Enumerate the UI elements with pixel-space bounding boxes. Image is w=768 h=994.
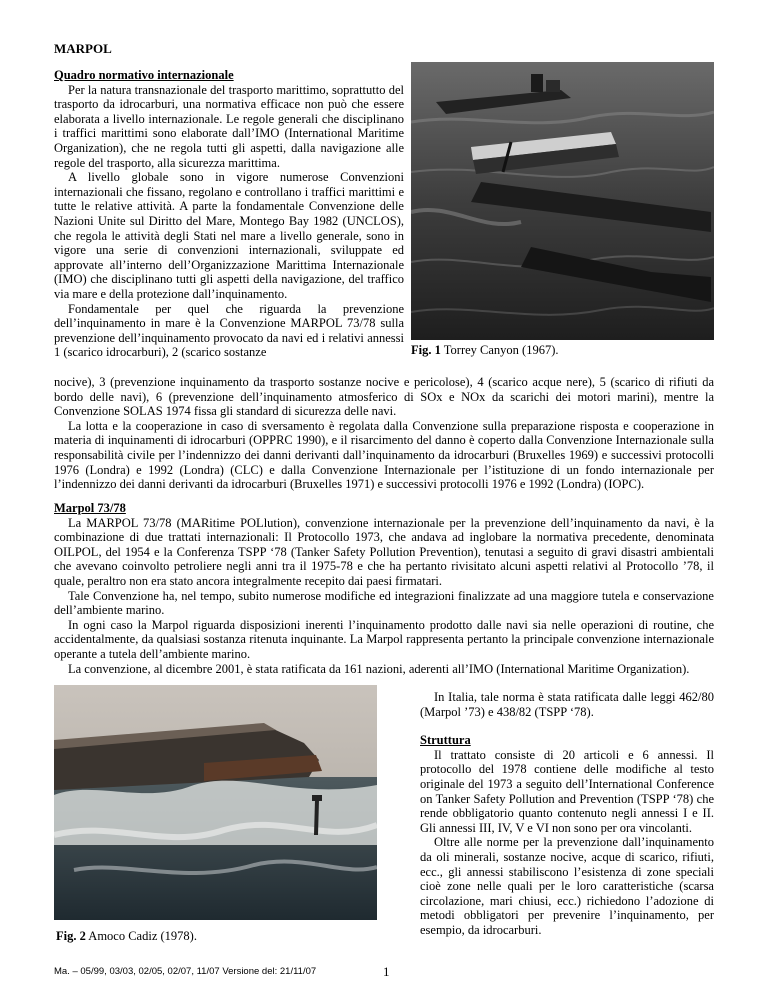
- paragraph: Tale Convenzione ha, nel tempo, subito numerose modifiche ed integrazioni finalizzate ad una maggiore tutela e conservazione dell’ambiente marino.: [54, 588, 714, 618]
- paragraph: La lotta e la cooperazione in caso di sversamento è regolata dalla Convenzione sulla preparazione risposta e cooperazione in materia di inquinamenti di idrocarburi (OPPRC 1990), e il risarcimento del danno è coperto dalla Convenzione Internazionale sulla responsabilità civile per l’indennizzo dei danni derivanti dall’inquinamento da idrocarburi (Bruxelles 1969) e successivi protocolli 1976 (Londra) e 1992 (Londra) (CLC) e dalla Convenzione Internazionale per l’istituzione di un fondo internazionale per l’indennizzo dei danni derivanti da idrocarburi (Bruxelles 1971) e successivi protocolli 1976 e 1992 (Londra) (IOPC).: [54, 418, 714, 492]
- section-marpol: [54, 501, 714, 676]
- fig1-caption: [411, 343, 559, 358]
- paragraph: La convenzione, al dicembre 2001, è stata ratificata da 161 nazioni, aderenti all’IMO (International Maritime Organization).: [68, 661, 690, 676]
- fig1-label: Fig. 1: [411, 343, 441, 357]
- fig1-torrey-canyon-photo: [411, 62, 714, 340]
- fig2-amoco-cadiz-photo: [54, 685, 377, 920]
- page-number: 1: [383, 964, 390, 979]
- fig1-caption-text: Torrey Canyon (1967).: [443, 343, 559, 357]
- footer-version: Ma. – 05/99, 03/03, 02/05, 02/07, 11/07 Versione del: 21/11/07: [54, 966, 317, 977]
- paragraph: Per la natura transnazionale del trasporto marittimo, soprattutto del trasporto da idrocarburi, una normativa efficace non può che essere elaborata a livello internazionale. Le regole generali che disciplinano i traffici marittimi sono elaborate dall’IMO (International Maritime Organization), che ne regola tutti gli aspetti, dalla navigazione alle regole del trasporto, alla sicurezza marittima.: [54, 82, 404, 170]
- fig2-label: Fig. 2: [56, 929, 86, 943]
- paragraph: La MARPOL 73/78 (MARitime POLlution), convenzione internazionale per la prevenzione dell’inquinamento da navi, è la combinazione di due trattati internazionali: Il Protocollo 1973, che andava ad inglobare la normativa precedente, denominata OILPOL, del 1954 e la Conferenza TSPP ‘78 (Tanker Safety Pollution Prevention), tenutasi a seguito di gravi disastri ambientali che avevano coinvolto petroliere negli anni tra il 1975-78 e che ha pertanto rivisitato alcuni aspetti relativi al Protocollo ’78, il quale, peraltro non era stato ancora integralmente recepito dai paesi firmatari.: [54, 515, 714, 588]
- paragraph: A livello globale sono in vigore numerose Convenzioni internazionali che fissano, regolano e controllano i traffici marittimi e tutte le relative attività. A parte la fondamentale Convenzione delle Nazioni Unite sul Diritto del Mare, Montego Bay 1982 (UNCLOS), che regola le attività degli Stati nel mare a livello generale, sono in vigore una serie di convenzioni internazionali, sviluppate ed approvate all’interno dell’Organizzazione Marittima Internazionale (IMO) che disciplinano tutti gli aspetti della navigazione, del traffico via mare e della protezione dall’inquinamento.: [54, 170, 404, 301]
- fig2-caption-text: Amoco Cadiz (1978).: [88, 929, 197, 943]
- section-heading-quadro: Quadro normativo internazionale: [54, 68, 234, 82]
- section-struttura-column: [420, 690, 714, 938]
- section-intro-column: [54, 68, 404, 360]
- paragraph: In ogni caso la Marpol riguarda disposizioni inerenti l’inquinamento prodotto dalle navi sia nelle operazioni di routine, che accidentalmente, da qualsiasi sostanza ritenuta inquinante. La Marpol rappresenta pertanto la principale convenzione internazionale operante a tutela dell’ambiente marino.: [54, 617, 714, 661]
- section-heading-struttura: Struttura: [420, 733, 471, 748]
- paragraph: nocive), 3 (prevenzione inquinamento da trasporto sostanze nocive e pericolose), 4 (scarico acque nere), 5 (scarico di rifiuti da bordo delle navi), 6 (prevenzione dell’inquinamento atmosferico di SOx e NOx da scarichi dei motori marini), mentre la Convenzione SOLAS 1974 fissa gli standard di sicurezza delle navi.: [54, 375, 714, 419]
- paragraph: Fondamentale per quel che riguarda la prevenzione dell’inquinamento in mare è la Convenzione MARPOL 73/78 sulla prevenzione dell’inquinamento provocato da navi ed i relativi annessi 1 (scarico idrocarburi), 2 (scarico sostanze: [54, 301, 404, 360]
- fig2-caption: [56, 929, 197, 944]
- document-title: MARPOL: [54, 41, 112, 56]
- paragraph-italia: In Italia, tale norma è stata ratificata dalle leggi 462/80 (Marpol ’73) e 438/82 (TSPP ‘78).: [420, 690, 714, 719]
- paragraph: Il trattato consiste di 20 articoli e 6 annessi. Il protocollo del 1978 contiene delle modifiche al testo originale del 1973 a seguito dell’International Conference on Tanker Safety Pollution and Prevention (TSPP ‘78) che rende obbligatorio quanto contenuto negli annessi I e II. Gli annessi III, IV, V e VI non sono per ora vincolanti.: [420, 747, 714, 835]
- section-intro-full: [54, 375, 714, 492]
- paragraph: Oltre alle norme per la prevenzione dall’inquinamento da oli minerali, sostanze nocive, acque di scarico, rifiuti, ecc., gli annessi stabiliscono l’esistenza di zone speciali cioè zone nelle quali per le loro caratteristiche (scarsa circolazione, mari chiusi, ecc.) richiedono l’adozione di metodi obbligatori per prevenire l’inquinamento, per esempio, da idrocarburi.: [420, 835, 714, 937]
- section-heading-marpol: Marpol 73/78: [54, 501, 126, 515]
